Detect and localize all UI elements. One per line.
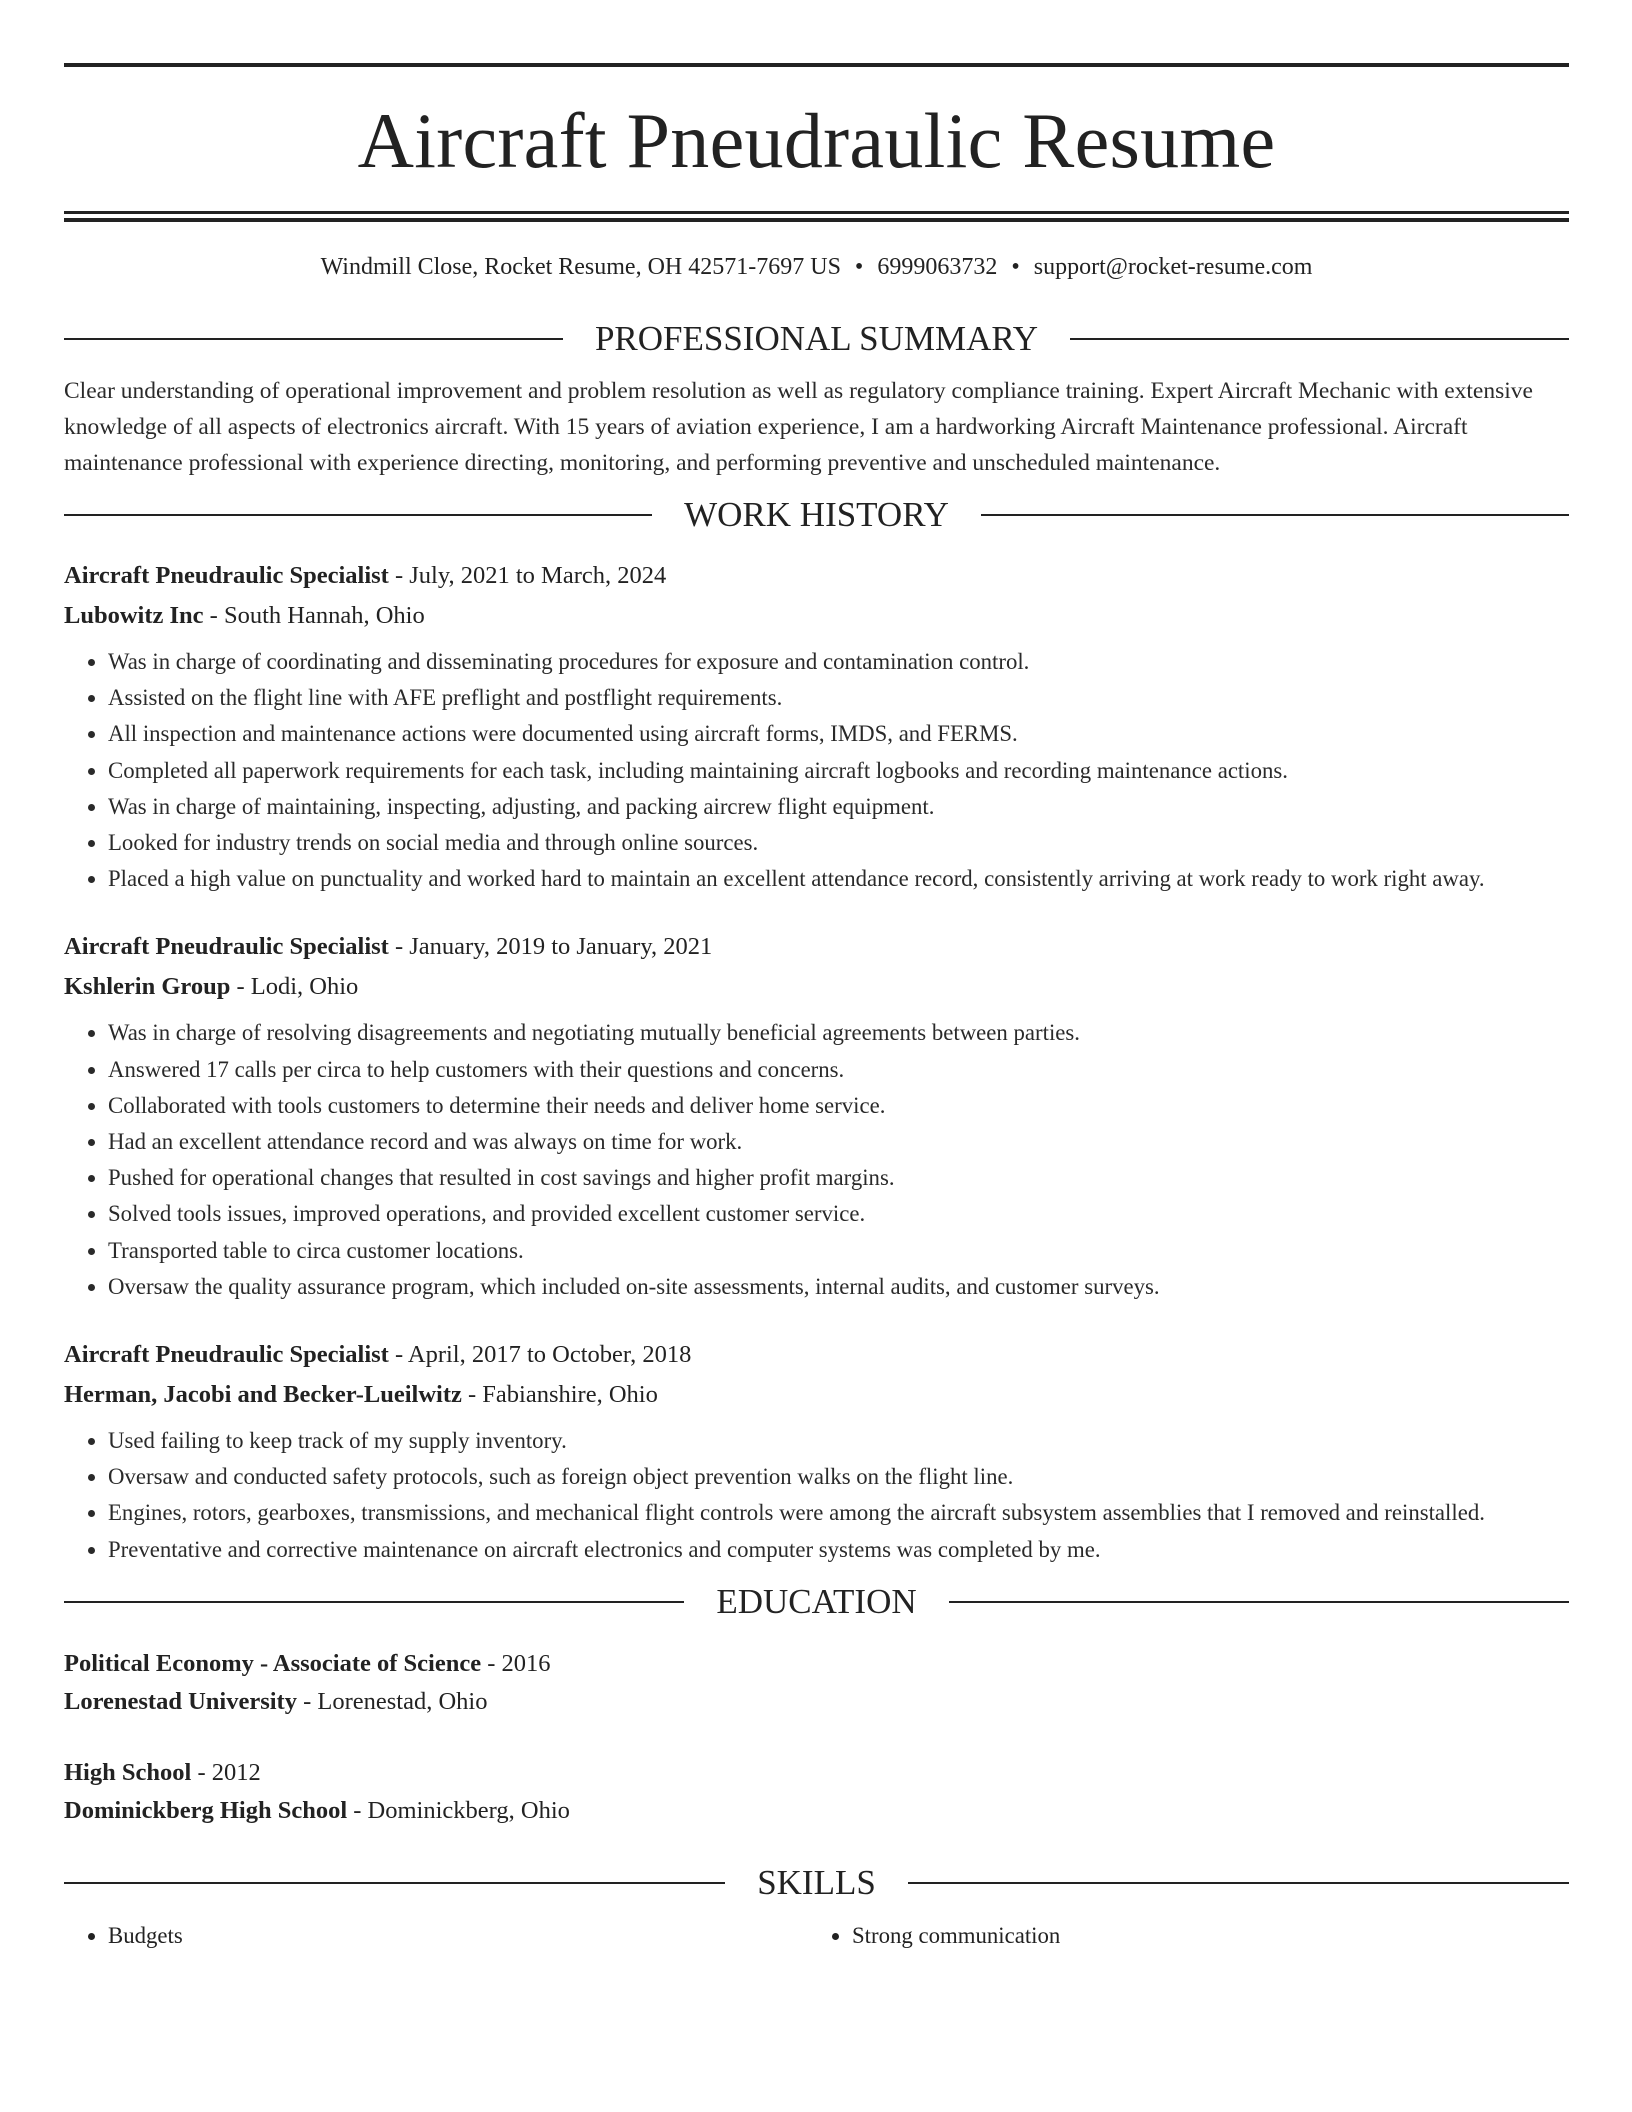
job-company: Lubowitz Inc xyxy=(64,602,204,629)
list-item: • Pushed for operational changes that resulted in cost savings and higher profit margins. xyxy=(108,1160,1569,1196)
page-title: Aircraft Pneudraulic Resume xyxy=(357,97,1276,184)
job-entry xyxy=(64,927,1569,1305)
job-company: Kshlerin Group xyxy=(64,973,231,1001)
education-degree: High School xyxy=(64,1758,192,1786)
section-heading-education xyxy=(64,1582,1569,1622)
contact-phone: 6999063732 xyxy=(877,254,998,280)
list-item: • All inspection and maintenance actions were documented using aircraft forms, IMDS, and FERMS. xyxy=(108,716,1569,752)
heading-rule-left xyxy=(64,514,652,516)
contact-email: support@rocket-resume.com xyxy=(1033,254,1313,280)
job-title-line xyxy=(64,556,1569,596)
education-location: - Dominickberg, Ohio xyxy=(347,1796,570,1824)
section-title-summary: PROFESSIONAL SUMMARY xyxy=(594,319,1039,358)
job-dates: - July, 2021 to March, 2024 xyxy=(388,562,667,589)
education-degree-line xyxy=(64,1754,1569,1792)
job-entry xyxy=(64,556,1569,897)
top-rule xyxy=(64,63,1569,67)
job-company: Herman, Jacobi and Becker-Lueilwitz xyxy=(64,1381,462,1409)
section-title-education: EDUCATION xyxy=(716,1581,917,1621)
contact-address: Windmill Close, Rocket Resume, OH 42571-7697 US xyxy=(320,254,841,280)
education-entry xyxy=(64,1645,1569,1721)
list-item: • Oversaw and conducted safety protocols, such as foreign object prevention walks on the flight line. xyxy=(108,1459,1569,1495)
skills-column-left xyxy=(64,1919,808,1953)
section-heading-summary xyxy=(64,319,1569,359)
job-company-line xyxy=(64,1375,1569,1415)
job-location: - Fabianshire, Ohio xyxy=(461,1381,658,1409)
heading-rule-left xyxy=(64,338,563,340)
list-item: • Preventative and corrective maintenance on aircraft electronics and computer systems was completed by me. xyxy=(108,1532,1569,1568)
skills-column-right xyxy=(808,1919,1552,1953)
list-item: • Was in charge of coordinating and disseminating procedures for exposure and contamination control. xyxy=(108,644,1569,680)
job-company-line xyxy=(64,967,1569,1007)
job-bullets xyxy=(64,644,1569,897)
list-item: • Answered 17 calls per circa to help customers with their questions and concerns. xyxy=(108,1052,1569,1088)
job-entry xyxy=(64,1335,1569,1568)
contact-separator: • xyxy=(1011,254,1020,280)
education-degree: Political Economy - Associate of Science xyxy=(64,1649,482,1677)
list-item: • Solved tools issues, improved operations, and provided excellent customer service. xyxy=(108,1196,1569,1232)
section-heading-work xyxy=(64,495,1569,535)
job-location: - South Hannah, Ohio xyxy=(203,602,425,629)
job-company-line xyxy=(64,596,1569,636)
heading-rule-right xyxy=(908,1882,1569,1884)
list-item: • Used failing to keep track of my supply inventory. xyxy=(108,1423,1569,1459)
job-location: - Lodi, Ohio xyxy=(230,973,359,1001)
skills-list xyxy=(64,1919,1569,1953)
list-item: • Engines, rotors, gearboxes, transmissions, and mechanical flight controls were among the aircraft subsystem assemblies that I removed and reinstalled. xyxy=(108,1495,1569,1531)
job-bullets xyxy=(64,1015,1569,1305)
section-title-skills: SKILLS xyxy=(757,1862,876,1902)
summary-text: Clear understanding of operational improvement and problem resolution as well as regulatory compliance training. Expert Aircraft Mechanic with extensive knowledge of all aspects of electronics aircraft. With 15 years of aviation experience, I am a hardworking Aircraft Maintenance professional. Aircraft maintenance professional with experience directing, monitoring, and performing preventive and unscheduled maintenance. xyxy=(64,378,1533,476)
education-entry xyxy=(64,1754,1569,1830)
list-item: • Completed all paperwork requirements for each task, including maintaining aircraft logbooks and recording maintenance actions. xyxy=(108,753,1569,789)
skill-item: • Budgets xyxy=(108,1919,808,1953)
heading-rule-right xyxy=(1070,338,1569,340)
list-item: • Placed a high value on punctuality and worked hard to maintain an excellent attendance record, consistently arriving at work ready to work right away. xyxy=(108,861,1569,897)
education-school: Lorenestad University xyxy=(64,1687,297,1715)
job-title: Aircraft Pneudraulic Specialist xyxy=(64,562,389,589)
skill-item: • Strong communication xyxy=(852,1919,1552,1953)
job-title: Aircraft Pneudraulic Specialist xyxy=(64,933,389,961)
section-title-work: WORK HISTORY xyxy=(684,495,949,534)
list-item: • Had an excellent attendance record and was always on time for work. xyxy=(108,1124,1569,1160)
list-item: • Was in charge of resolving disagreements and negotiating mutually beneficial agreements between parties. xyxy=(108,1015,1569,1051)
job-dates: - January, 2019 to January, 2021 xyxy=(388,933,713,961)
contact-separator: • xyxy=(854,254,864,280)
job-dates: - April, 2017 to October, 2018 xyxy=(388,1341,692,1369)
education-location: - Lorenestad, Ohio xyxy=(296,1687,488,1715)
education-school-line xyxy=(64,1792,1569,1830)
list-item: • Collaborated with tools customers to determine their needs and deliver home service. xyxy=(108,1088,1569,1124)
education-year: - 2012 xyxy=(191,1758,261,1786)
job-bullets xyxy=(64,1423,1569,1568)
heading-rule-right xyxy=(981,514,1569,516)
list-item: • Assisted on the flight line with AFE preflight and postflight requirements. xyxy=(108,680,1569,716)
resume-page xyxy=(64,0,1569,1953)
list-item: • Transported table to circa customer locations. xyxy=(108,1233,1569,1269)
education-degree-line xyxy=(64,1645,1569,1683)
contact-line xyxy=(64,250,1569,284)
heading-rule-left xyxy=(64,1601,684,1603)
heading-rule-right xyxy=(949,1601,1569,1603)
section-heading-skills xyxy=(64,1863,1569,1903)
job-title-line xyxy=(64,1335,1569,1375)
education-school-line xyxy=(64,1683,1569,1721)
list-item: • Was in charge of maintaining, inspecting, adjusting, and packing aircrew flight equipment. xyxy=(108,789,1569,825)
heading-rule-left xyxy=(64,1882,725,1884)
education-school: Dominickberg High School xyxy=(64,1796,348,1824)
job-title: Aircraft Pneudraulic Specialist xyxy=(64,1341,389,1369)
title-double-rule xyxy=(64,211,1569,222)
education-year: - 2016 xyxy=(481,1649,551,1677)
job-title-line xyxy=(64,927,1569,967)
list-item: • Looked for industry trends on social media and through online sources. xyxy=(108,825,1569,861)
list-item: • Oversaw the quality assurance program, which included on-site assessments, internal audits, and customer surveys. xyxy=(108,1269,1569,1305)
